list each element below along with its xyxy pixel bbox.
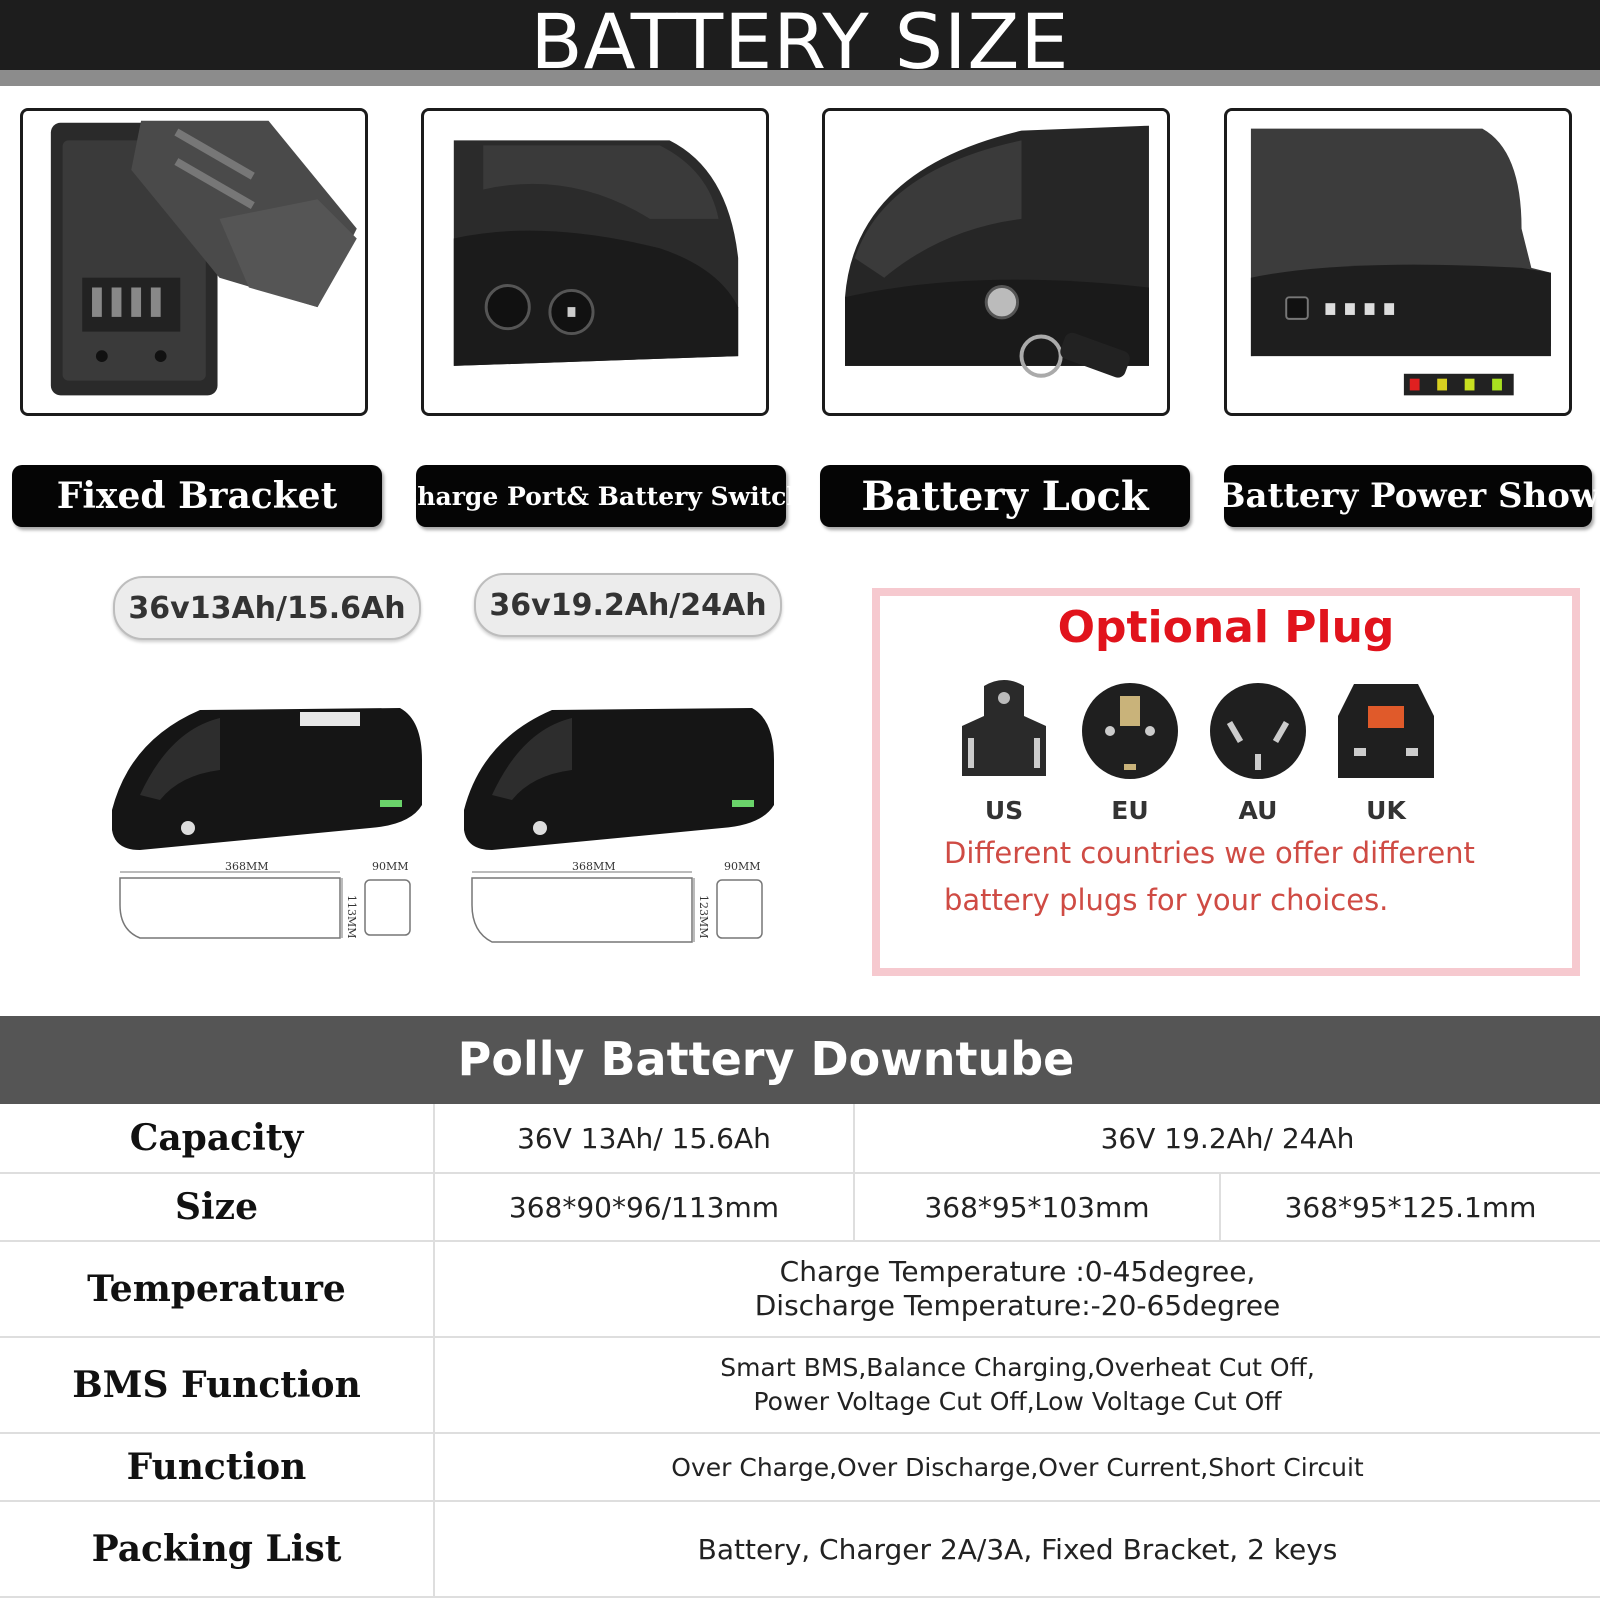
bms-line-2: Power Voltage Cut Off,Low Voltage Cut Off <box>753 1387 1282 1416</box>
spec-row-capacity <box>0 1104 1600 1173</box>
dim-length-small: 368MM <box>225 860 269 873</box>
dim-height-large: 123MM <box>697 895 710 939</box>
temperature-line-1: Charge Temperature :0-45degree, <box>779 1255 1256 1288</box>
plug-us <box>944 676 1064 825</box>
spec-row-size <box>0 1173 1600 1241</box>
plug-uk <box>1326 676 1446 825</box>
plug-eu-label: EU <box>1111 796 1149 825</box>
charge-port-illustration <box>424 111 766 413</box>
power-show-photo <box>1224 108 1572 416</box>
fixed-bracket-illustration <box>23 111 365 413</box>
spec-label-function: Function <box>0 1433 434 1501</box>
top-header-bar <box>0 0 1600 86</box>
spec-value-packing: Battery, Charger 2A/3A, Fixed Bracket, 2 keys <box>434 1501 1600 1597</box>
dim-width-large: 90MM <box>724 860 761 873</box>
label-fixed-bracket: Fixed Bracket <box>12 465 382 527</box>
spec-value-size-3: 368*95*125.1mm <box>1220 1173 1600 1241</box>
spec-value-capacity-2: 36V 19.2Ah/ 24Ah <box>854 1104 1600 1173</box>
page-title: BATTERY SIZE <box>530 0 1070 86</box>
temperature-line-2: Discharge Temperature:-20-65degree <box>754 1289 1281 1322</box>
plug-eu <box>1070 676 1190 825</box>
spec-row-bms <box>0 1337 1600 1433</box>
spec-table <box>0 1104 1600 1598</box>
battery-lock-photo <box>822 108 1170 416</box>
label-charge-port: Charge Port& Battery Switch <box>416 465 786 527</box>
eu-plug-icon <box>1080 676 1180 786</box>
battery-drawing-large <box>462 700 780 950</box>
spec-label-capacity: Capacity <box>0 1104 434 1173</box>
optional-plug-title: Optional Plug <box>1057 602 1395 653</box>
uk-plug-icon <box>1336 676 1436 786</box>
spec-label-size: Size <box>0 1173 434 1241</box>
us-plug-icon <box>954 676 1054 786</box>
spec-table-title: Polly Battery Downtube <box>457 1032 1075 1086</box>
battery-drawing-small <box>110 700 428 950</box>
spec-row-temperature <box>0 1241 1600 1337</box>
label-power-show: Battery Power Show <box>1224 465 1592 527</box>
dim-length-large: 368MM <box>572 860 616 873</box>
bms-line-1: Smart BMS,Balance Charging,Overheat Cut Off, <box>720 1353 1315 1382</box>
dim-height-small: 113MM <box>345 895 358 939</box>
plug-au-label: AU <box>1238 796 1278 825</box>
spec-label-bms: BMS Function <box>0 1337 434 1433</box>
label-battery-lock: Battery Lock <box>820 465 1190 527</box>
plug-us-label: US <box>984 796 1024 825</box>
spec-label-temperature: Temperature <box>0 1241 434 1337</box>
power-show-illustration <box>1227 111 1569 413</box>
optional-plug-panel <box>872 588 1580 976</box>
spec-row-function <box>0 1433 1600 1501</box>
spec-value-size-2: 368*95*103mm <box>854 1173 1220 1241</box>
spec-label-packing: Packing List <box>0 1501 434 1597</box>
optional-plug-description: Different countries we offer different battery plugs for your choices. <box>944 836 1475 917</box>
spec-value-capacity-1: 36V 13Ah/ 15.6Ah <box>434 1104 854 1173</box>
spec-value-size-1: 368*90*96/113mm <box>434 1173 854 1241</box>
spec-table-title-bar <box>0 1016 1600 1104</box>
spec-value-temperature <box>434 1241 1600 1337</box>
spec-row-packing <box>0 1501 1600 1597</box>
variant-pill-small: 36v13Ah/15.6Ah <box>113 576 421 640</box>
plug-au <box>1198 676 1318 825</box>
battery-lock-illustration <box>825 111 1167 413</box>
charge-port-photo <box>421 108 769 416</box>
dim-width-small: 90MM <box>372 860 409 873</box>
au-plug-icon <box>1208 676 1308 786</box>
spec-value-bms <box>434 1337 1600 1433</box>
spec-value-function: Over Charge,Over Discharge,Over Current,Short Circuit <box>434 1433 1600 1501</box>
plug-uk-label: UK <box>1366 796 1406 825</box>
fixed-bracket-photo <box>20 108 368 416</box>
variant-pill-large: 36v19.2Ah/24Ah <box>474 573 782 637</box>
